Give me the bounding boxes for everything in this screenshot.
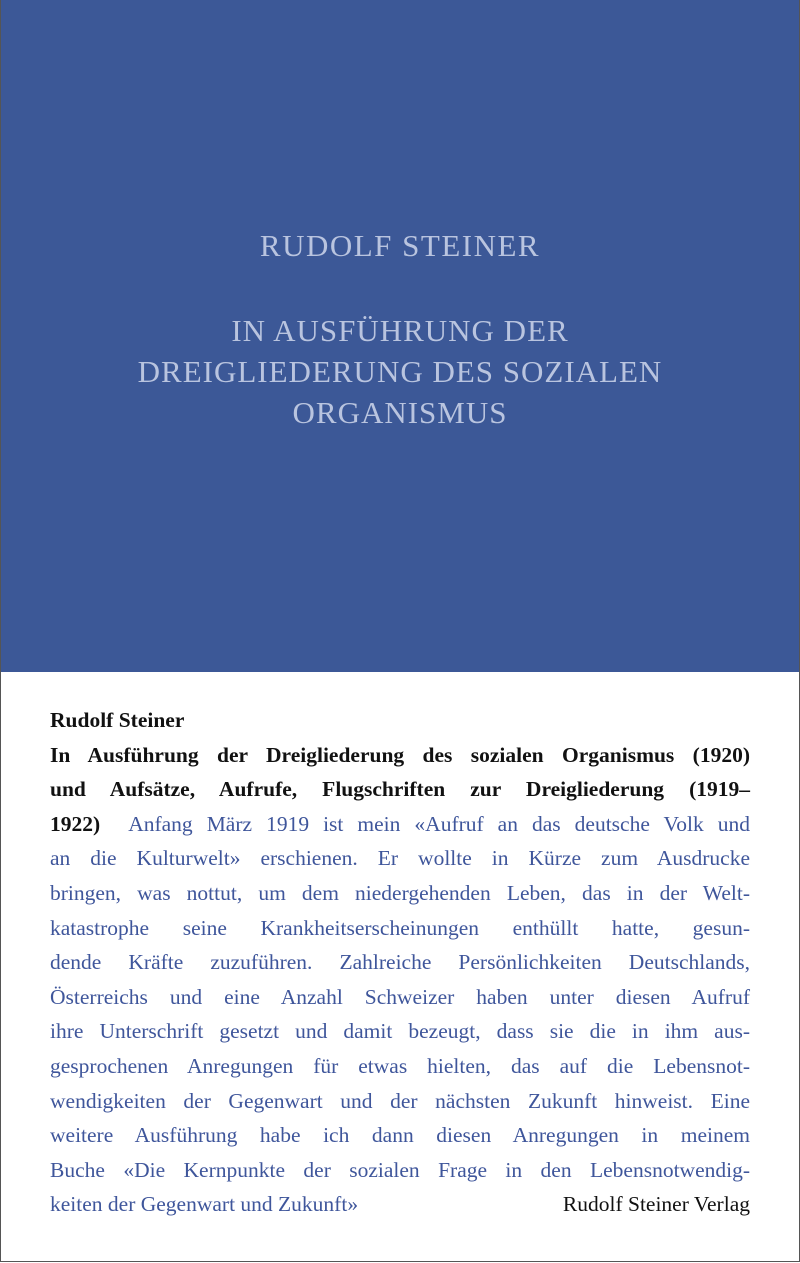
cover-title-line: ORGANISMUS (292, 395, 508, 430)
blurb-line: Buche «Die Kernpunkte der sozialen Frage in den Lebensnotwendig- (50, 1157, 750, 1182)
cover-title-line: IN AUSFÜHRUNG DER (231, 313, 569, 348)
blurb-line: gesprochenen Anregungen für etwas hielten, das auf die Lebensnot- (50, 1053, 750, 1078)
blurb-line: Österreichs und eine Anzahl Schweizer haben unter diesen Aufruf (50, 984, 750, 1009)
blurb-line: weitere Ausführung habe ich dann diesen Anregungen in meinem (50, 1123, 750, 1148)
blurb-title-end: 1922) (50, 811, 101, 836)
publisher: Rudolf Steiner Verlag (562, 1192, 750, 1217)
blurb-line: katastrophe seine Krankheitserscheinungen enthüllt hatte, gesun- (50, 915, 750, 940)
blurb-text: Anfang März 1919 ist mein «Aufruf an das deutsche Volk und (128, 811, 750, 836)
blurb-line: dende Kräfte zuzuführen. Zahlreiche Persönlichkeiten Deutschlands, (50, 950, 750, 975)
cover-title-line: DREIGLIEDERUNG DES SOZIALEN (137, 354, 663, 389)
cover-author: RUDOLF STEINER (259, 228, 541, 263)
blurb-title-line: und Aufsätze, Aufrufe, Flugschriften zur Dreigliederung (1919– (50, 777, 750, 802)
blurb-author: Rudolf Steiner (50, 708, 185, 732)
blurb-line: wendigkeiten der Gegenwart und der nächsten Zukunft hinweist. Eine (50, 1088, 750, 1113)
blurb-line: ihre Unterschrift gesetzt und damit bezeugt, dass sie die in ihm aus- (50, 1019, 750, 1044)
blurb-line: an die Kulturwelt» erschienen. Er wollte in Kürze zum Ausdrucke (50, 846, 750, 871)
blurb-line: keiten der Gegenwart und Zukunft» (50, 1192, 359, 1217)
blurb-title-line: In Ausführung der Dreigliederung des sozialen Organismus (1920) (50, 742, 750, 767)
blurb-line: bringen, was nottut, um dem niedergehenden Leben, das in der Welt- (50, 880, 750, 905)
